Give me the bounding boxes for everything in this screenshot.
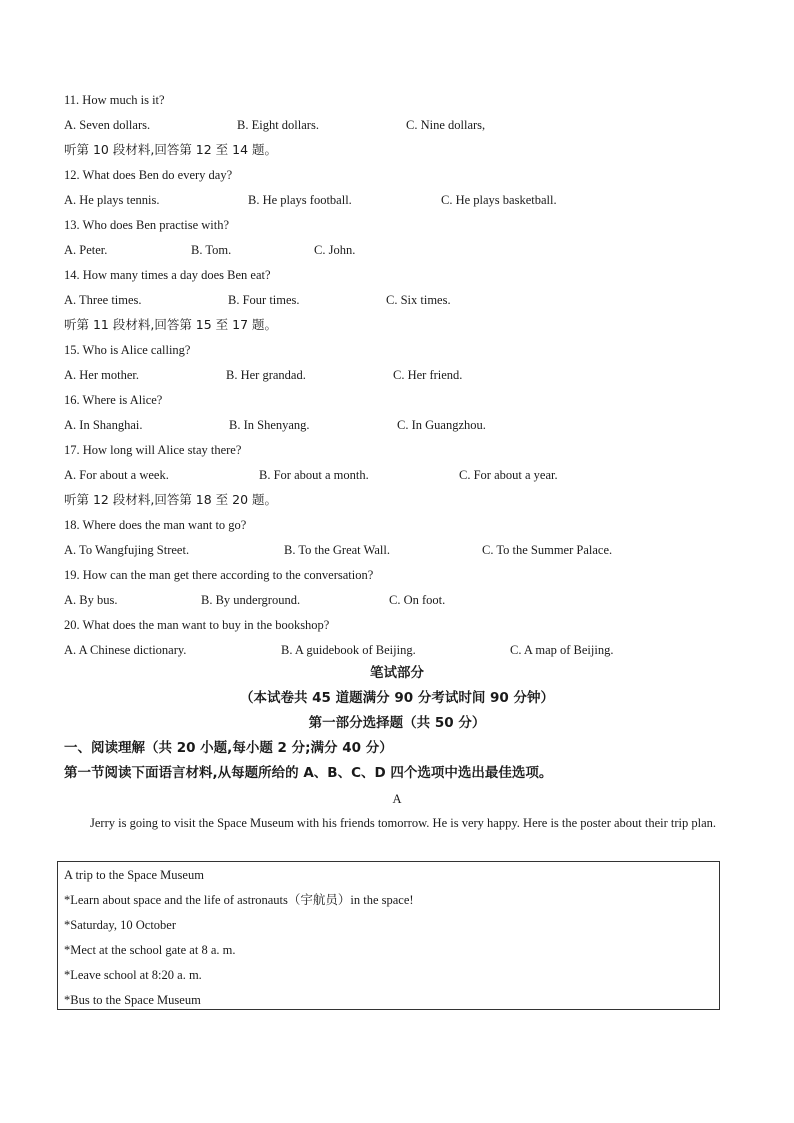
poster-item: *Bus to the Space Museum: [64, 993, 201, 1007]
option-11-a: A. Seven dollars.: [64, 118, 151, 132]
option-16-b: B. In Shenyang.: [229, 418, 310, 432]
option-19-a: A. By bus.: [64, 593, 118, 607]
poster-item: *Saturday, 10 October: [64, 918, 177, 932]
question-11: 11. How much is it?: [64, 93, 165, 107]
option-18-c: C. To the Summer Palace.: [482, 543, 613, 557]
poster-item: *Leave school at 8:20 a. m.: [64, 968, 202, 982]
option-12-c: C. He plays basketball.: [441, 193, 557, 207]
option-18-b: B. To the Great Wall.: [284, 543, 390, 557]
question-16: 16. Where is Alice?: [64, 393, 163, 407]
poster-item: *Learn about space and the life of astronauts（宇航员）in the space!: [64, 893, 414, 907]
option-20-b: B. A guidebook of Beijing.: [281, 643, 416, 657]
option-12-a: A. He plays tennis.: [64, 193, 160, 207]
option-20-c: C. A map of Beijing.: [510, 643, 614, 657]
question-12: 12. What does Ben do every day?: [64, 168, 233, 182]
option-13-b: B. Tom.: [191, 243, 232, 257]
option-20-a: A. A Chinese dictionary.: [64, 643, 187, 657]
option-11-c: C. Nine dollars,: [406, 118, 486, 132]
option-19-c: C. On foot.: [389, 593, 446, 607]
poster-item: *Mect at the school gate at 8 a. m.: [64, 943, 236, 957]
question-17: 17. How long will Alice stay there?: [64, 443, 242, 457]
reading-heading: 一、阅读理解（共 20 小题,每小题 2 分;满分 40 分）: [64, 740, 393, 756]
option-16-c: C. In Guangzhou.: [397, 418, 486, 432]
passage-intro: Jerry is going to visit the Space Museum with his friends tomorrow. He is very happy. Here is the poster about their trip plan.: [90, 816, 717, 830]
section-instruction-12: 听第 12 段材料,回答第 18 至 20 题。: [64, 492, 278, 507]
option-18-a: A. To Wangfujing Street.: [64, 543, 190, 557]
option-13-a: A. Peter.: [64, 243, 108, 257]
option-13-c: C. John.: [314, 243, 356, 257]
option-15-b: B. Her grandad.: [226, 368, 306, 382]
option-17-c: C. For about a year.: [459, 468, 558, 482]
option-17-a: A. For about a week.: [64, 468, 169, 482]
written-section-title: 笔试部分: [370, 665, 424, 681]
option-15-a: A. Her mother.: [64, 368, 139, 382]
part-one-heading: 第一部分选择题（共 50 分）: [308, 715, 486, 731]
poster-title: A trip to the Space Museum: [64, 868, 204, 882]
written-section-subtitle: （本试卷共 45 道题满分 90 分考试时间 90 分钟）: [239, 690, 555, 706]
trip-poster: [57, 861, 720, 1010]
question-20: 20. What does the man want to buy in the bookshop?: [64, 618, 330, 632]
option-14-a: A. Three times.: [64, 293, 142, 307]
option-17-b: B. For about a month.: [259, 468, 369, 482]
option-11-b: B. Eight dollars.: [237, 118, 319, 132]
passage-label: A: [392, 792, 402, 806]
section-instruction-11: 听第 11 段材料,回答第 15 至 17 题。: [64, 317, 278, 332]
question-13: 13. Who does Ben practise with?: [64, 218, 230, 232]
question-18: 18. Where does the man want to go?: [64, 518, 247, 532]
section-instruction-10: 听第 10 段材料,回答第 12 至 14 题。: [64, 142, 278, 157]
section-one-instruction: 第一节阅读下面语言材料,从每题所给的 A、B、C、D 四个选项中选出最佳选项。: [64, 765, 553, 781]
option-12-b: B. He plays football.: [248, 193, 352, 207]
question-15: 15. Who is Alice calling?: [64, 343, 191, 357]
question-14: 14. How many times a day does Ben eat?: [64, 268, 271, 282]
option-15-c: C. Her friend.: [393, 368, 463, 382]
option-14-b: B. Four times.: [228, 293, 300, 307]
option-16-a: A. In Shanghai.: [64, 418, 143, 432]
option-14-c: C. Six times.: [386, 293, 451, 307]
option-19-b: B. By underground.: [201, 593, 301, 607]
question-19: 19. How can the man get there according to the conversation?: [64, 568, 374, 582]
